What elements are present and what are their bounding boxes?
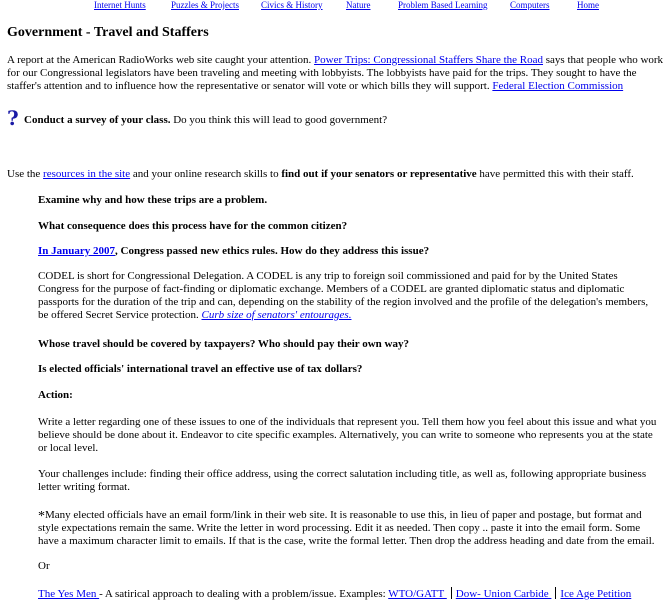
yes-men-link[interactable]: The Yes Men — [38, 588, 100, 600]
power-trips-link[interactable]: Power Trips: Congressional Staffers Share the Road — [314, 54, 543, 66]
question-taxpayers: Whose travel should be covered by taxpayers? Who should pay their own way? — [38, 338, 409, 350]
survey-prompt: ? Conduct a survey of your class. Do you think this will lead to good government? — [7, 106, 388, 130]
january-2007-link[interactable]: In January 2007 — [38, 245, 116, 257]
nav-home[interactable]: Home — [577, 0, 599, 10]
codel-paragraph: CODEL is short for Congressional Delegation. A CODEL is any trip to foreign soil commissioned and paid for by the United States Congress for the purpose of fact-finding or diplomatic exchange. Members of a CODEL are granted diplomatic status and diplomatic passports for the duration of the trip and can, depending on the stability of the region involved and the profile of the delegation's members, be offered Secret Service protection. Curb size of senators' entourages. — [38, 270, 649, 321]
yes-men-line: The Yes Men - A satirical approach to dealing with a problem/issue. Examples: WTO/GATT Dow- Union Carbide Ice Age Petition — [38, 588, 632, 600]
nav-problem-based-learning[interactable]: Problem Based Learning — [398, 0, 488, 10]
asterisk: * — [38, 509, 45, 524]
curb-entourages-link[interactable]: Curb size of senators' entourages. — [201, 309, 352, 321]
action-heading: Action: — [38, 389, 73, 401]
nav-civics-history[interactable]: Civics & History — [261, 0, 323, 10]
question-mark-icon: ? — [7, 106, 19, 130]
email-note: *Many elected officials have an email form/link in their web site. It is reasonable to use this, in lieu of paper and postage, but format and style expectations remain the same. Write the letter in word processing. Edit it as needed. Then copy .. paste it into the email form. Some have a maximum character limit to emails. If that is the case, write the formal letter. Then drop the address heading and date from the email. — [38, 509, 655, 547]
wto-gatt-link[interactable]: WTO/GATT — [388, 588, 447, 600]
dow-union-carbide-link[interactable]: Dow- Union Carbide — [455, 588, 552, 600]
question-why-how: Examine why and how these trips are a problem. — [38, 194, 268, 206]
resources-link[interactable]: resources in the site — [43, 168, 131, 180]
nav-computers[interactable]: Computers — [510, 0, 550, 10]
question-ethics-rules: In January 2007, Congress passed new ethics rules. How do they address this issue? — [38, 245, 430, 257]
question-consequence: What consequence does this process have for the common citizen? — [38, 220, 348, 232]
nav-puzzles-projects[interactable]: Puzzles & Projects — [171, 0, 239, 10]
nav-internet-hunts[interactable]: Internet Hunts — [94, 0, 146, 10]
ice-age-petition-link[interactable]: Ice Age Petition — [560, 588, 632, 600]
research-paragraph: Use the resources in the site and your online research skills to find out if your senators or representative have permitted this with their staff. — [7, 168, 634, 180]
separator — [555, 587, 556, 599]
nav-nature[interactable]: Nature — [346, 0, 371, 10]
intro-paragraph: A report at the American RadioWorks web site caught your attention. Power Trips: Congressional Staffers Share the Road says that people who work for our Congressional legislators have been traveling and meeting with lobbyists. The lobbyists have paid for the trips. They sought to have the staffer's attention and to influence how the representative or senator will vote or which bills they will support. Federal Election Commission — [7, 54, 664, 92]
survey-bold: Conduct a survey of your class. — [24, 114, 171, 126]
or-text: Or — [38, 560, 50, 572]
question-international-travel: Is elected officials' international travel an effective use of tax dollars? — [38, 363, 363, 375]
fec-link[interactable]: Federal Election Commission — [492, 80, 624, 92]
top-nav — [0, 0, 670, 11]
letter-instructions: Write a letter regarding one of these issues to one of the individuals that represent you. Tell them how you feel about this issue and what you believe should be done about it. Endeavor to cite specific examples. Alternatively, you can write to someone who represents you at the state or local level. — [38, 416, 657, 454]
challenges-paragraph: Your challenges include: finding their office address, using the correct salutation including title, as well as, following appropriate business letter writing format. — [38, 468, 647, 493]
page-title: Government - Travel and Staffers — [7, 25, 209, 40]
separator — [451, 587, 452, 599]
